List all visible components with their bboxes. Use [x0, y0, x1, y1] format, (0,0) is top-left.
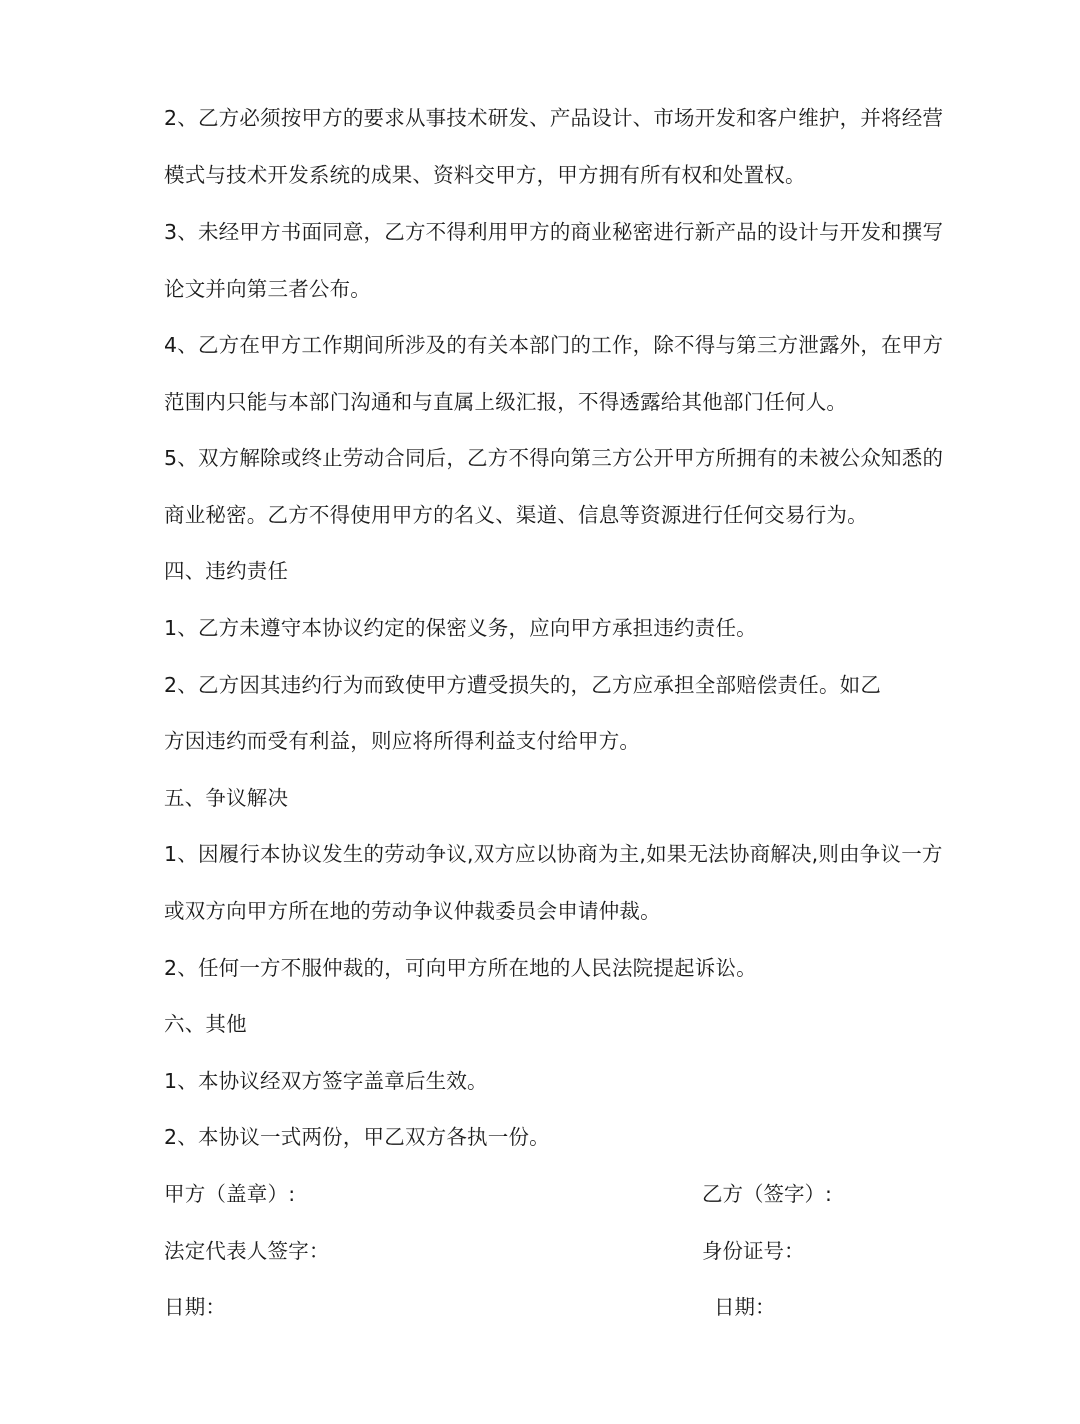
clause-3-line-1: 3、未经甲方书面同意，乙方不得利用甲方的商业秘密进行新产品的设计与开发和撰写 [164, 220, 944, 244]
date-b-label: 日期： [714, 1295, 776, 1319]
other-clause-2: 2、本协议一式两份，甲乙双方各执一份。 [164, 1125, 550, 1149]
clause-4-line-2: 范围内只能与本部门沟通和与直属上级汇报，不得透露给其他部门任何人。 [164, 390, 848, 414]
section-heading-dispute: 五、争议解决 [164, 786, 289, 810]
dispute-clause-1-line-1: 1、因履行本协议发生的劳动争议,双方应以协商为主,如果无法协商解决,则由争议一方 [164, 842, 943, 866]
breach-clause-2-line-2: 方因违约而受有利益，则应将所得利益支付给甲方。 [164, 729, 641, 753]
clause-2-line-1: 2、乙方必须按甲方的要求从事技术研发、产品设计、市场开发和客户维护，并将经营 [164, 106, 944, 130]
clause-4-line-1: 4、乙方在甲方工作期间所涉及的有关本部门的工作，除不得与第三方泄露外，在甲方 [164, 333, 944, 357]
clause-5-line-2: 商业秘密。乙方不得使用甲方的名义、渠道、信息等资源进行任何交易行为。 [164, 503, 868, 527]
legal-rep-sign-label: 法定代表人签字： [164, 1239, 330, 1263]
clause-3-line-2: 论文并向第三者公布。 [164, 277, 371, 301]
clause-5-line-1: 5、双方解除或终止劳动合同后，乙方不得向第三方公开甲方所拥有的未被公众知悉的 [164, 446, 944, 470]
other-clause-1: 1、本协议经双方签字盖章后生效。 [164, 1069, 488, 1093]
breach-clause-1: 1、乙方未遵守本协议约定的保密义务，应向甲方承担违约责任。 [164, 616, 757, 640]
clause-2-line-2: 模式与技术开发系统的成果、资料交甲方，甲方拥有所有权和处置权。 [164, 163, 806, 187]
section-heading-breach: 四、违约责任 [164, 559, 289, 583]
dispute-clause-1-line-2: 或双方向甲方所在地的劳动争议仲裁委员会申请仲裁。 [164, 899, 661, 923]
dispute-clause-2: 2、任何一方不服仲裁的，可向甲方所在地的人民法院提起诉讼。 [164, 956, 757, 980]
party-b-sign-label: 乙方（签字）: [702, 1182, 832, 1206]
date-a-label: 日期： [164, 1295, 227, 1319]
breach-clause-2-line-1: 2、乙方因其违约行为而致使甲方遭受损失的，乙方应承担全部赔偿责任。如乙 [164, 673, 882, 697]
section-heading-other: 六、其他 [164, 1012, 247, 1036]
id-number-label: 身份证号： [702, 1239, 805, 1263]
party-a-seal-label: 甲方（盖章）: [164, 1182, 296, 1206]
